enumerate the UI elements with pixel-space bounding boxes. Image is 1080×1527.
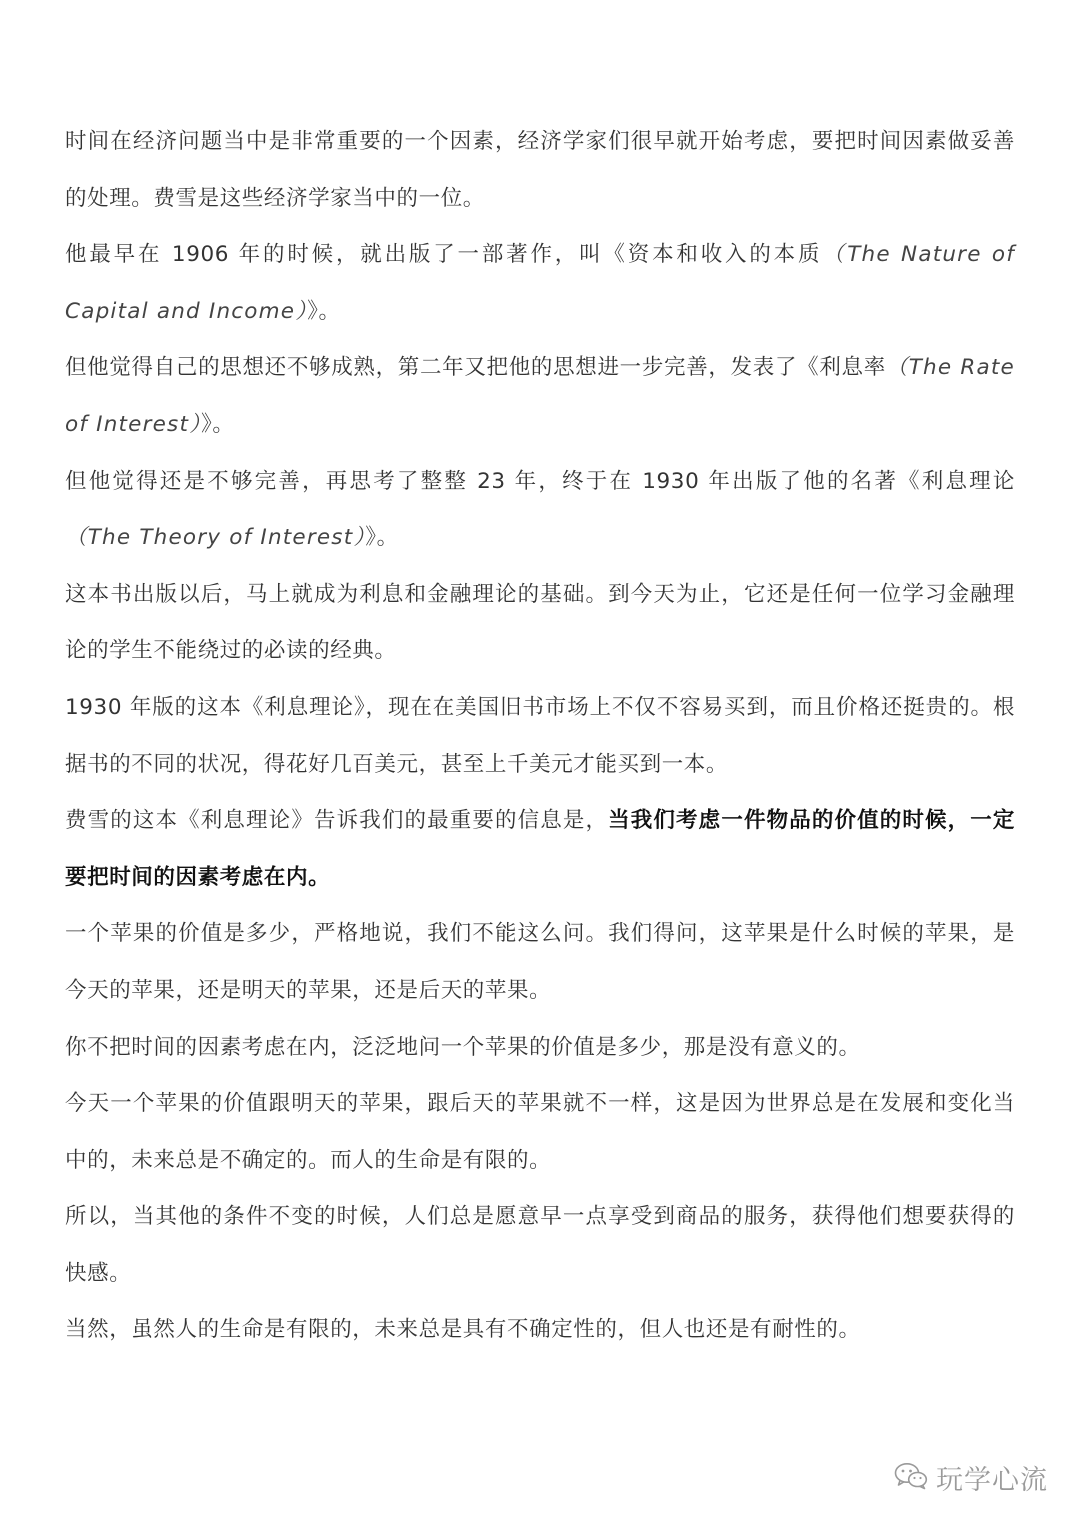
- paragraph: [65, 906, 1015, 1019]
- paragraph: [65, 340, 1015, 453]
- paragraph-text: 今天一个苹果的价值跟明天的苹果，跟后天的苹果就不一样，这是因为世界总是在发展和变化当中的，未来总是不确定的。而人的生命是有限的。: [65, 1091, 1015, 1173]
- paragraph: [65, 1302, 1015, 1359]
- paragraph-text: 这本书出版以后，马上就成为利息和金融理论的基础。到今天为止，它还是任何一位学习金融理论的学生不能绕过的必读的经典。: [65, 581, 1015, 664]
- paragraph-text: 但他觉得自己的思想还不够成熟，第二年又把他的思想进一步完善，发表了《利息率: [65, 355, 886, 381]
- book-title-english: （The Nature of Capital and Income）: [65, 242, 1015, 324]
- article-body: [65, 114, 1015, 1359]
- paragraph: [65, 680, 1015, 793]
- book-title-english: （The Theory of Interest）: [65, 525, 366, 551]
- paragraph: [65, 793, 1015, 906]
- paragraph-text: 费雪的这本《利息理论》告诉我们的最重要的信息是，: [65, 808, 609, 834]
- paragraph-text: 但他觉得还是不够完善，再思考了整整 23 年，终于在 1930 年出版了他的名著《利息理论: [65, 468, 1015, 494]
- watermark-text: 玩学心流: [936, 1465, 1048, 1496]
- paragraph-text: 》。: [201, 411, 235, 437]
- paragraph: [65, 1189, 1015, 1302]
- paragraph-text: 当然，虽然人的生命是有限的，未来总是具有不确定性的，但人也还是有耐性的。: [65, 1317, 861, 1343]
- paragraph: [65, 1020, 1015, 1077]
- emphasis-text: 当我们考虑一件物品的价值的时候，一定要把时间的因素考虑在内。: [65, 808, 1015, 890]
- paragraph: [65, 454, 1015, 567]
- paragraph-text: 你不把时间的因素考虑在内，泛泛地问一个苹果的价值是多少，那是没有意义的。: [65, 1034, 861, 1060]
- paragraph-text: 1930 年版的这本《利息理论》，现在在美国旧书市场上不仅不容易买到，而且价格还挺贵的。根据书的不同的状况，得花好几百美元，甚至上千美元才能买到一本。: [65, 694, 1015, 777]
- paragraph-text: 所以，当其他的条件不变的时候，人们总是愿意早一点享受到商品的服务，获得他们想要获得的快感。: [65, 1204, 1015, 1286]
- book-title-english: （The Rate of Interest）: [65, 355, 1015, 437]
- paragraph-text: 》。: [365, 525, 399, 551]
- paragraph: [65, 567, 1015, 680]
- paragraph-text: 他最早在 1906 年的时候，就出版了一部著作，叫《资本和收入的本质: [65, 242, 823, 268]
- paragraph: [65, 227, 1015, 340]
- paragraph-text: 一个苹果的价值是多少，严格地说，我们不能这么问。我们得问，这苹果是什么时候的苹果，是今天的苹果，还是明天的苹果，还是后天的苹果。: [65, 921, 1015, 1003]
- watermark: [894, 1458, 1048, 1497]
- paragraph: [65, 114, 1015, 227]
- wechat-logo-icon: [894, 1462, 928, 1494]
- paragraph: [65, 1076, 1015, 1189]
- paragraph-text: 》。: [307, 298, 341, 324]
- paragraph-text: 时间在经济问题当中是非常重要的一个因素，经济学家们很早就开始考虑，要把时间因素做妥善的处理。费雪是这些经济学家当中的一位。: [65, 129, 1015, 211]
